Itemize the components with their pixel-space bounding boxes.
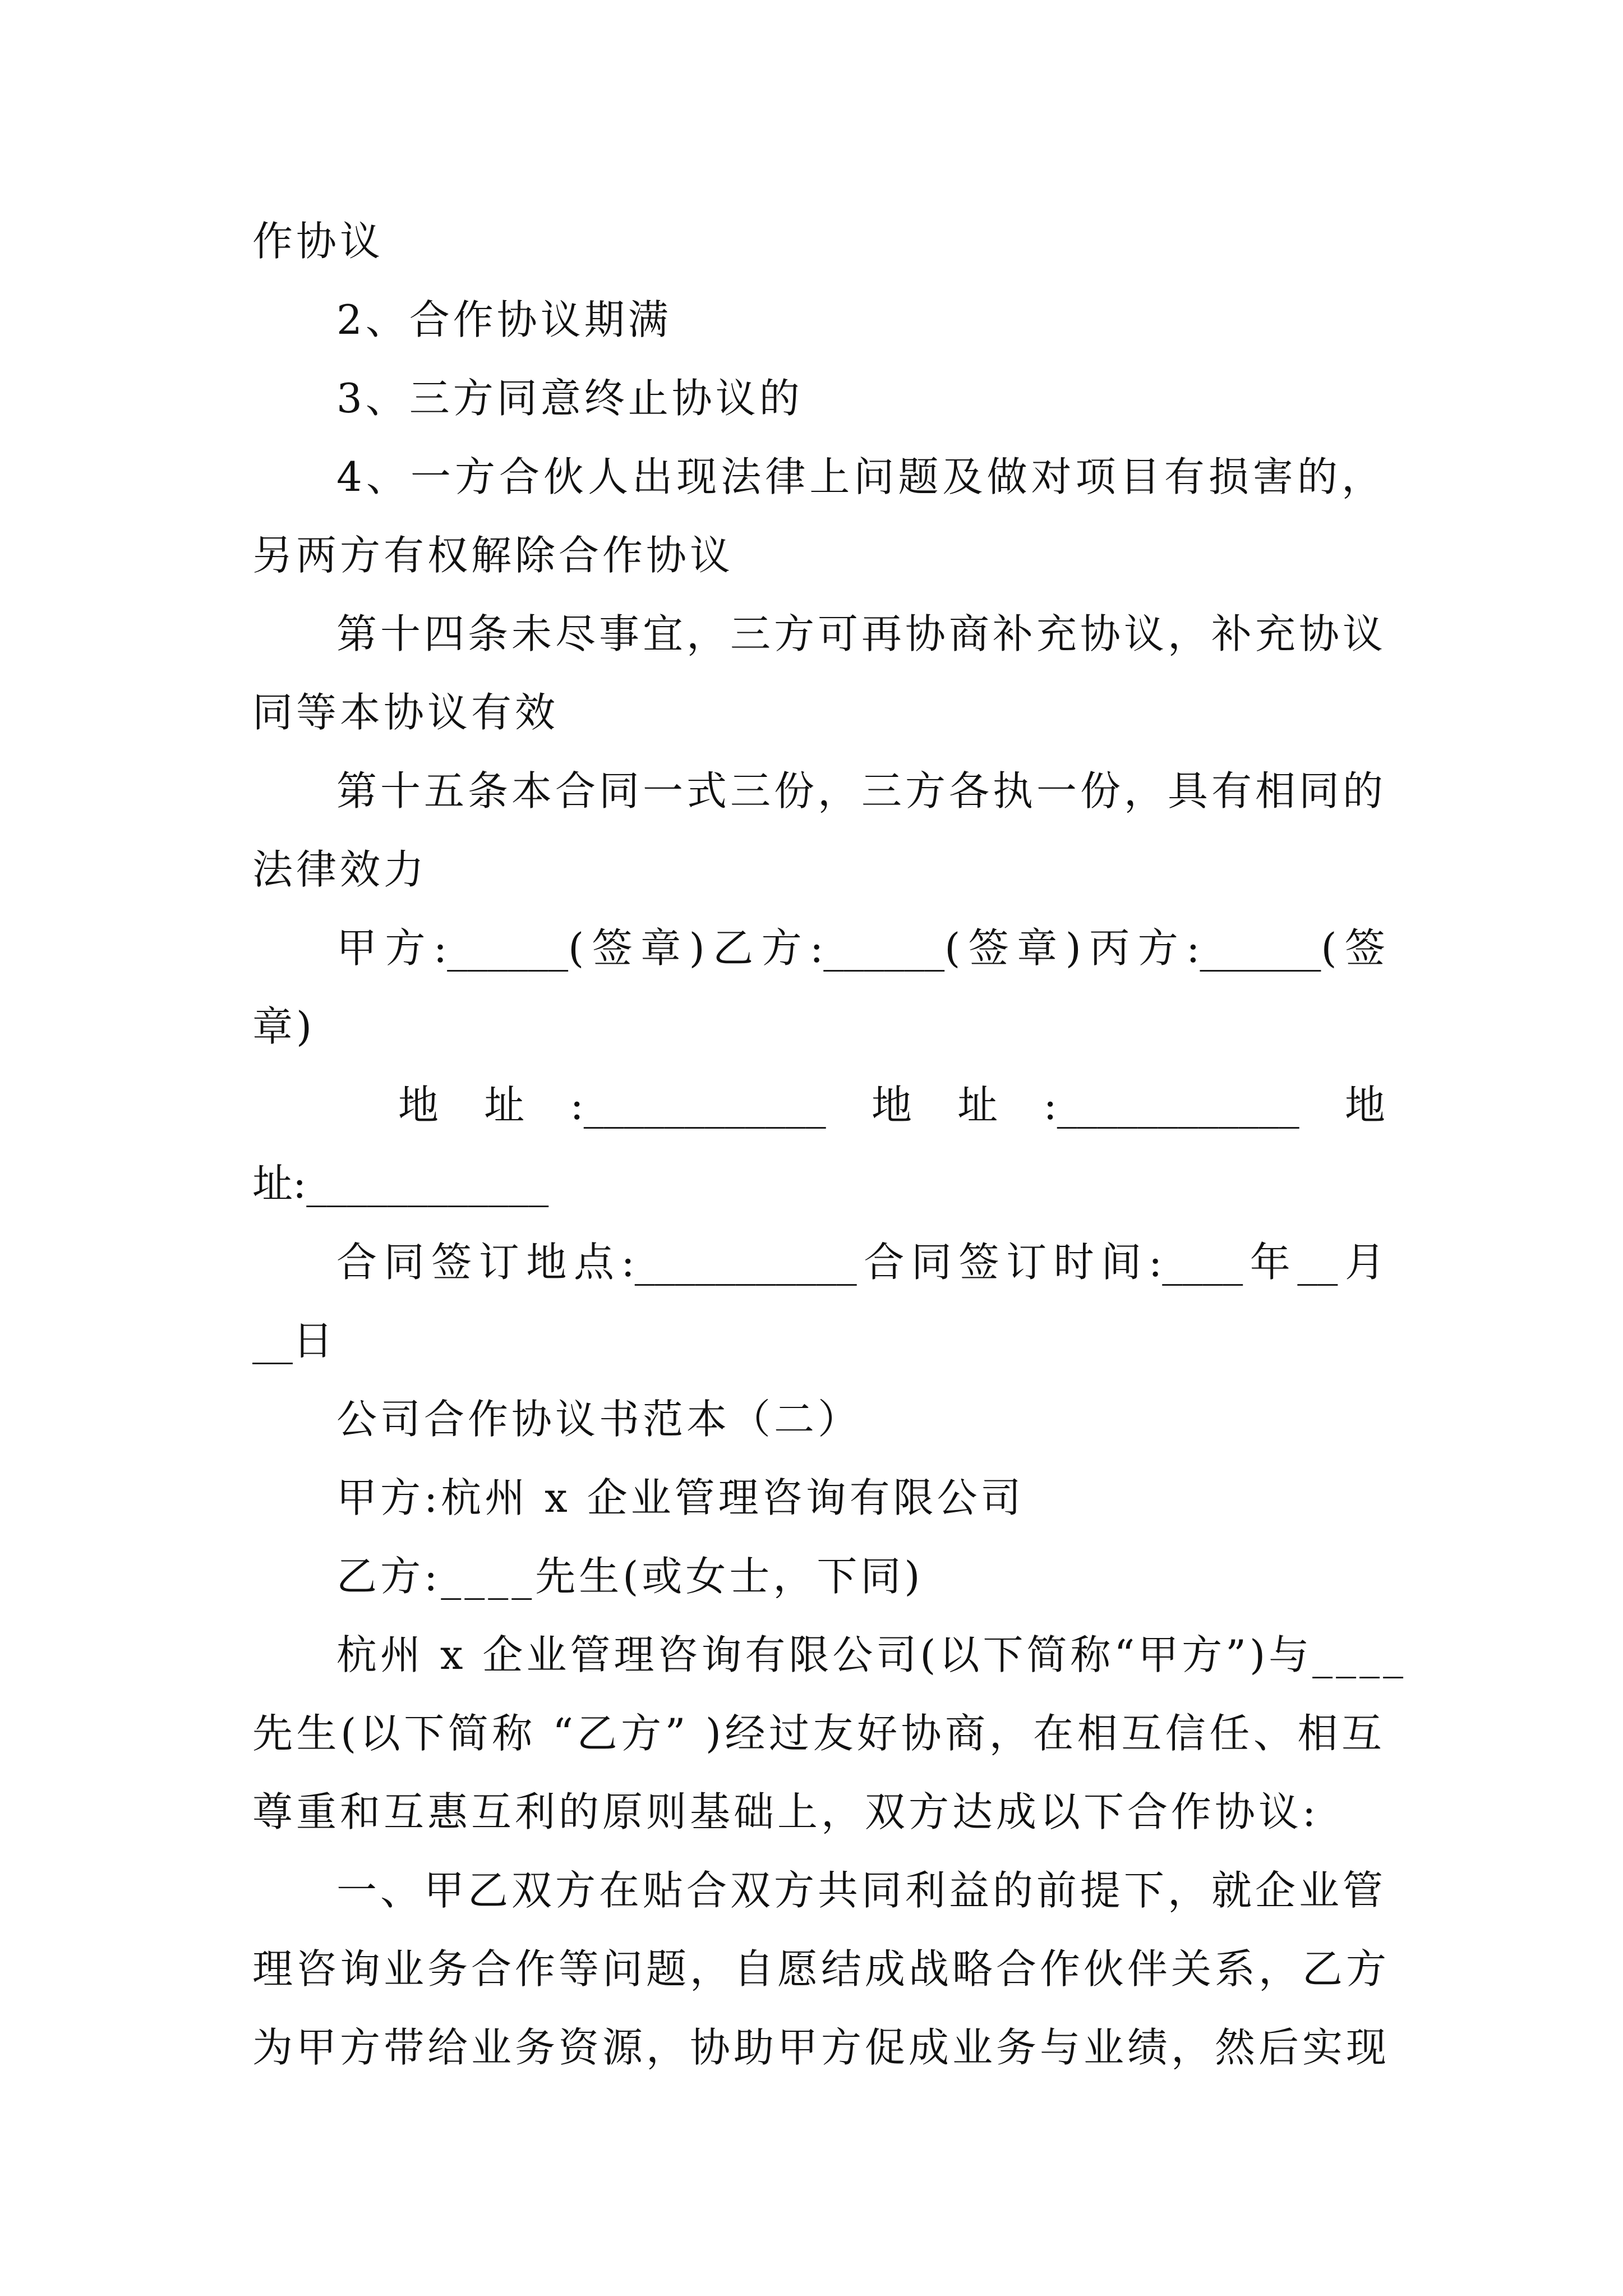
text-line: 同等本协议有效 <box>252 689 559 736</box>
party-b-line: 乙方:____先生(或女士，下同) <box>336 1553 924 1600</box>
list-item: 3、三方同意终止协议的 <box>336 375 803 422</box>
party-a-line: 甲方:杭州 x 企业管理咨询有限公司 <box>336 1474 1025 1521</box>
section-title: 公司合作协议书范本（二） <box>336 1396 862 1443</box>
address-line: 地 址 :____________ 地 址 :____________ 地 <box>398 1082 1385 1129</box>
clause-paragraph: 第十四条未尽事宜，三方可再协商补充协议，补充协议 <box>336 610 1387 657</box>
text-line: 尊重和互惠互利的原则基础上，双方达成以下合作协议: <box>252 1788 1320 1835</box>
signature-line: 甲方:______(签章)乙方:______(签章)丙方:______(签 <box>336 924 1385 972</box>
text-line: 理咨询业务合作等问题，自愿结成战略合作伙伴关系，乙方 <box>252 1945 1390 1993</box>
text-line: 法律效力 <box>252 846 428 893</box>
text-line: 先生(以下简称 “乙方” )经过友好协商，在相互信任、相互 <box>252 1710 1385 1757</box>
text-line: 址:____________ <box>252 1160 549 1207</box>
preamble-paragraph: 杭州 x 企业管理咨询有限公司(以下简称“甲方”)与____ <box>336 1631 1407 1678</box>
text-line: 为甲方带给业务资源，协助甲方促成业务与业绩，然后实现 <box>252 2024 1390 2071</box>
clause-paragraph: 第十五条本合同一式三份，三方各执一份，具有相同的 <box>336 767 1387 815</box>
text-line: 另两方有权解除合作协议 <box>252 532 734 579</box>
text-line: __日 <box>252 1317 334 1364</box>
article-paragraph: 一、甲乙双方在贴合双方共同利益的前提下，就企业管 <box>336 1867 1387 1914</box>
list-item: 4、一方合伙人出现法律上问题及做对项目有损害的， <box>336 453 1385 500</box>
text-line: 作协议 <box>252 218 384 265</box>
text-line: 章) <box>252 1003 316 1050</box>
signing-place-time-line: 合同签订地点:___________合同签订时间:____年__月 <box>336 1239 1385 1286</box>
list-item: 2、合作协议期满 <box>336 296 672 343</box>
